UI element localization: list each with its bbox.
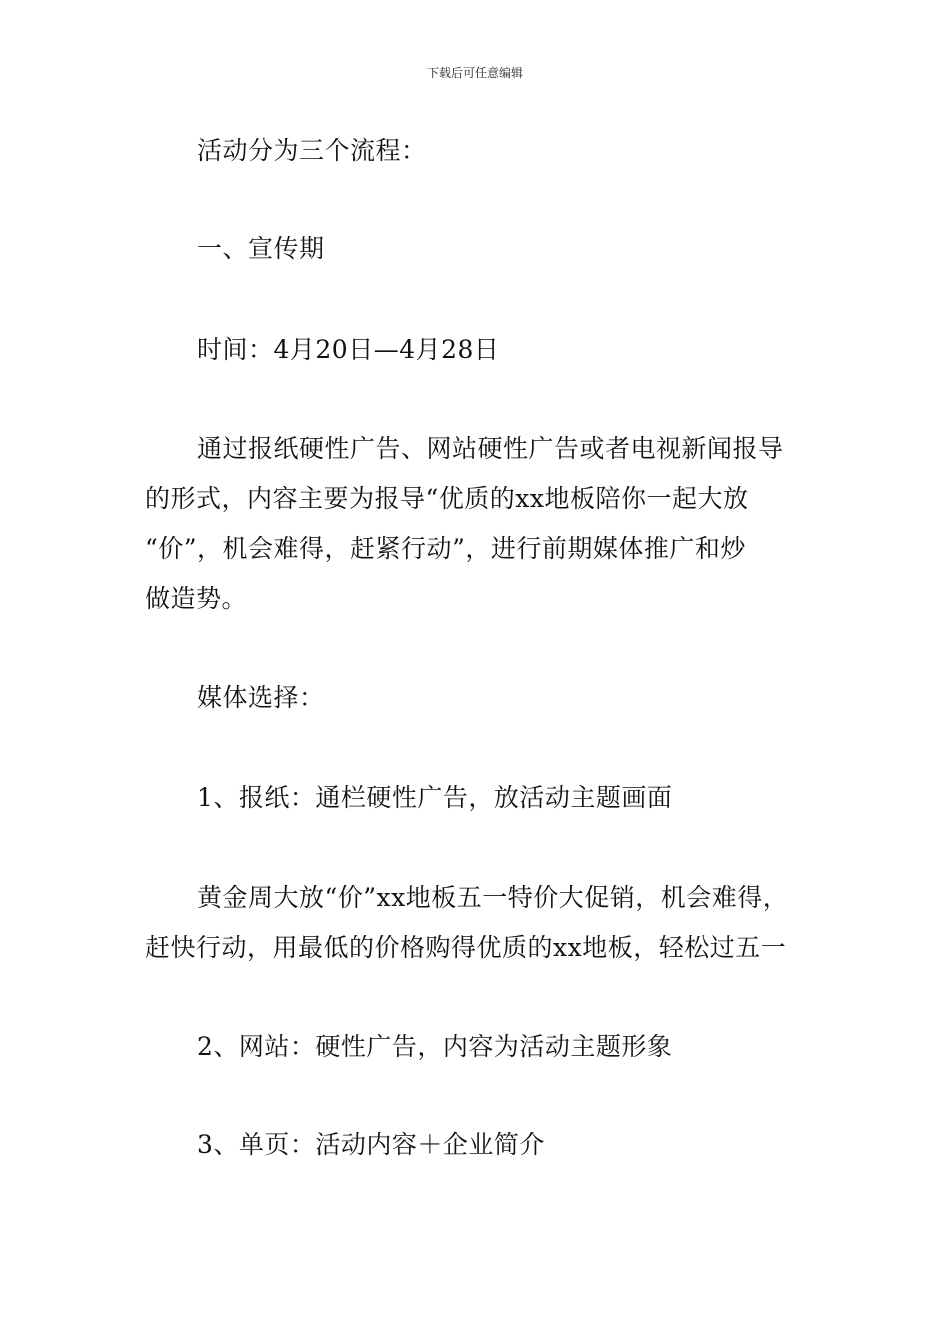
paragraph-line: 一、宣传期 [197, 234, 325, 263]
paragraph-promotion-description [145, 424, 825, 624]
paragraph-time [145, 325, 825, 375]
paragraph-line: 2、网站：硬性广告，内容为活动主题形象 [197, 1032, 673, 1061]
paragraph-line: 活动分为三个流程： [197, 136, 427, 165]
paragraph-line: 1、报纸：通栏硬性广告，放活动主题画面 [197, 783, 673, 812]
paragraph-line: 通过报纸硬性广告、网站硬性广告或者电视新闻报导 [197, 434, 784, 463]
paragraph-line: 赶快行动，用最低的价格购得优质的xx地板，轻松过五一 [145, 933, 787, 962]
paragraph-section-heading [145, 224, 825, 274]
paragraph-line: 做造势。 [145, 584, 248, 613]
paragraph-line: 时间：4月20日—4月28日 [197, 335, 500, 364]
paragraph-media-selection [145, 673, 825, 723]
paragraph-newspaper [145, 773, 825, 823]
paragraph-process-intro [145, 126, 825, 176]
paragraph-website [145, 1022, 825, 1072]
page-header-note: 下载后可任意编辑 [426, 66, 523, 80]
paragraph-line: 的形式，内容主要为报导“优质的xx地板陪你一起大放 [145, 484, 749, 513]
paragraph-line: “价”，机会难得，赶紧行动”，进行前期媒体推广和炒 [145, 534, 746, 563]
paragraph-line: 3、单页：活动内容＋企业简介 [197, 1130, 545, 1159]
paragraph-slogan [145, 873, 825, 973]
paragraph-flyer [145, 1120, 825, 1170]
paragraph-line: 黄金周大放“价”xx地板五一特价大促销，机会难得， [197, 883, 789, 912]
paragraph-line: 媒体选择： [197, 683, 325, 712]
